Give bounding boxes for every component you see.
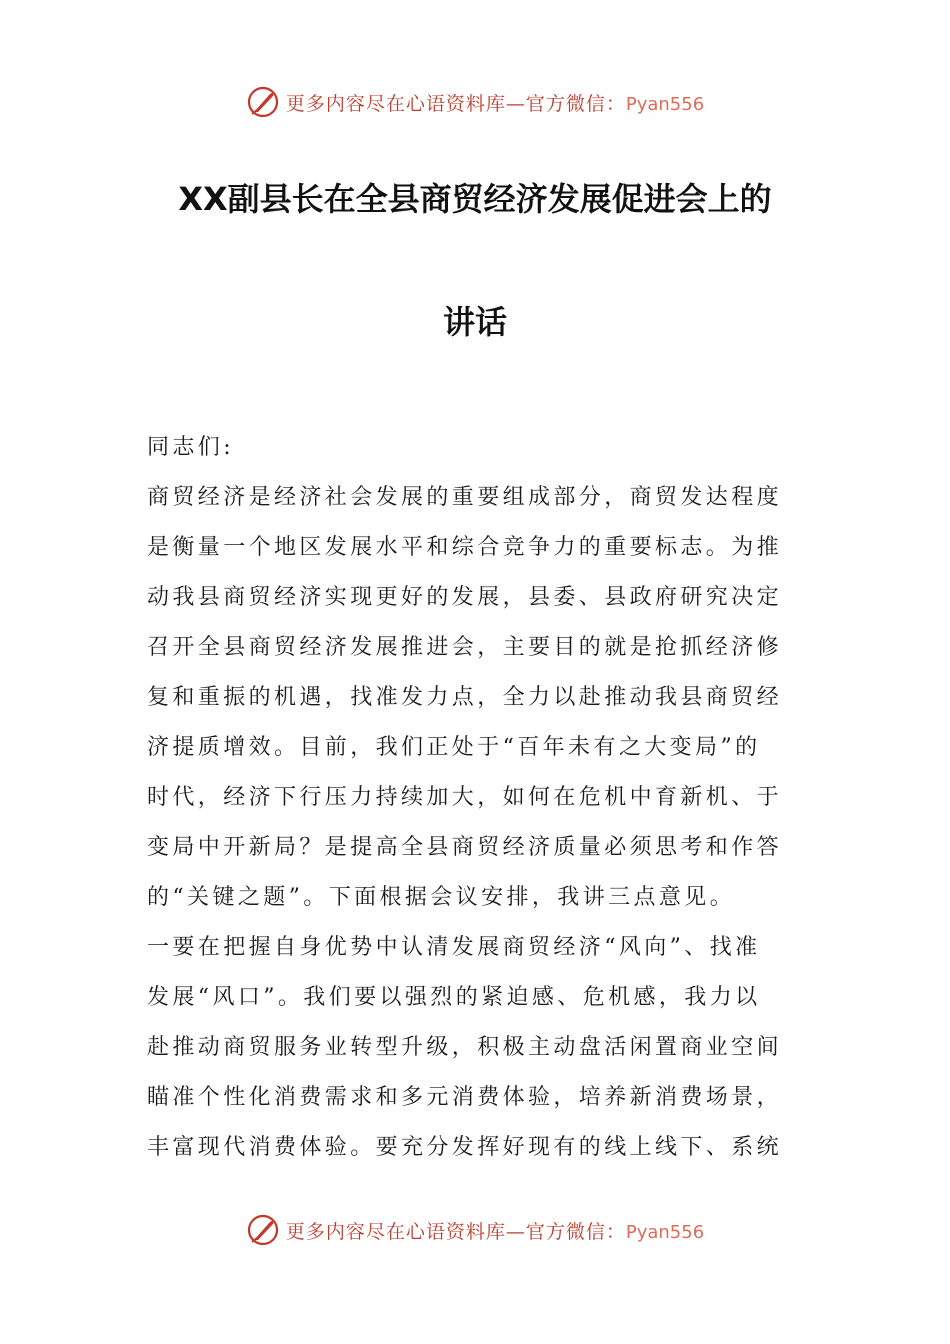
watermark-site-text: 更多内容尽在心语资料库—官方微信：	[285, 92, 626, 115]
watermark-text	[286, 1217, 704, 1244]
watermark-wechat-id: Pyan556	[625, 93, 705, 115]
body-line: 时代，经济下行压力持续加大，如何在危机中育新机、于	[147, 785, 783, 810]
watermark-site-text: 更多内容尽在心语资料库—官方微信：	[285, 1220, 626, 1243]
body-line: 动我县商贸经济实现更好的发展，县委、县政府研究决定	[147, 585, 783, 610]
body-line: 是衡量一个地区发展水平和综合竞争力的重要标志。为推	[147, 535, 783, 560]
body-line: 召开全县商贸经济发展推进会，主要目的就是抢抓经济修	[147, 635, 783, 660]
salutation: 同志们:	[147, 435, 235, 460]
watermark-text	[286, 89, 704, 116]
quill-pen-logo-icon	[246, 85, 280, 119]
body-line: 一要在把握自身优势中认清发展商贸经济“风向”、找准	[147, 935, 761, 960]
body-line: 复和重振的机遇，找准发力点，全力以赴推动我县商贸经	[147, 685, 783, 710]
document-title-line-2: 讲话	[442, 303, 507, 341]
body-line: 的“关键之题”。下面根据会议安排，我讲三点意见。	[147, 885, 736, 910]
body-line: 变局中开新局？是提高全县商贸经济质量必须思考和作答	[147, 835, 783, 860]
body-line: 商贸经济是经济社会发展的重要组成部分，商贸发达程度	[147, 485, 783, 510]
body-line: 瞄准个性化消费需求和多元消费体验，培养新消费场景，	[147, 1085, 783, 1110]
document-title-line-1: XX副县长在全县商贸经济发展促进会上的	[178, 180, 772, 218]
body-line: 济提质增效。目前，我们正处于“百年未有之大变局”的	[147, 735, 761, 760]
body-line: 发展“风口”。我们要以强烈的紧迫感、危机感，我力以	[147, 985, 761, 1010]
quill-pen-logo-icon	[246, 1213, 280, 1247]
body-line: 赴推动商贸服务业转型升级，积极主动盘活闲置商业空间	[147, 1035, 783, 1060]
header-watermark	[0, 82, 950, 122]
body-line: 丰富现代消费体验。要充分发挥好现有的线上线下、系统	[147, 1135, 783, 1160]
footer-watermark	[0, 1210, 950, 1250]
watermark-wechat-id: Pyan556	[625, 1221, 705, 1243]
document-body	[147, 428, 807, 1178]
